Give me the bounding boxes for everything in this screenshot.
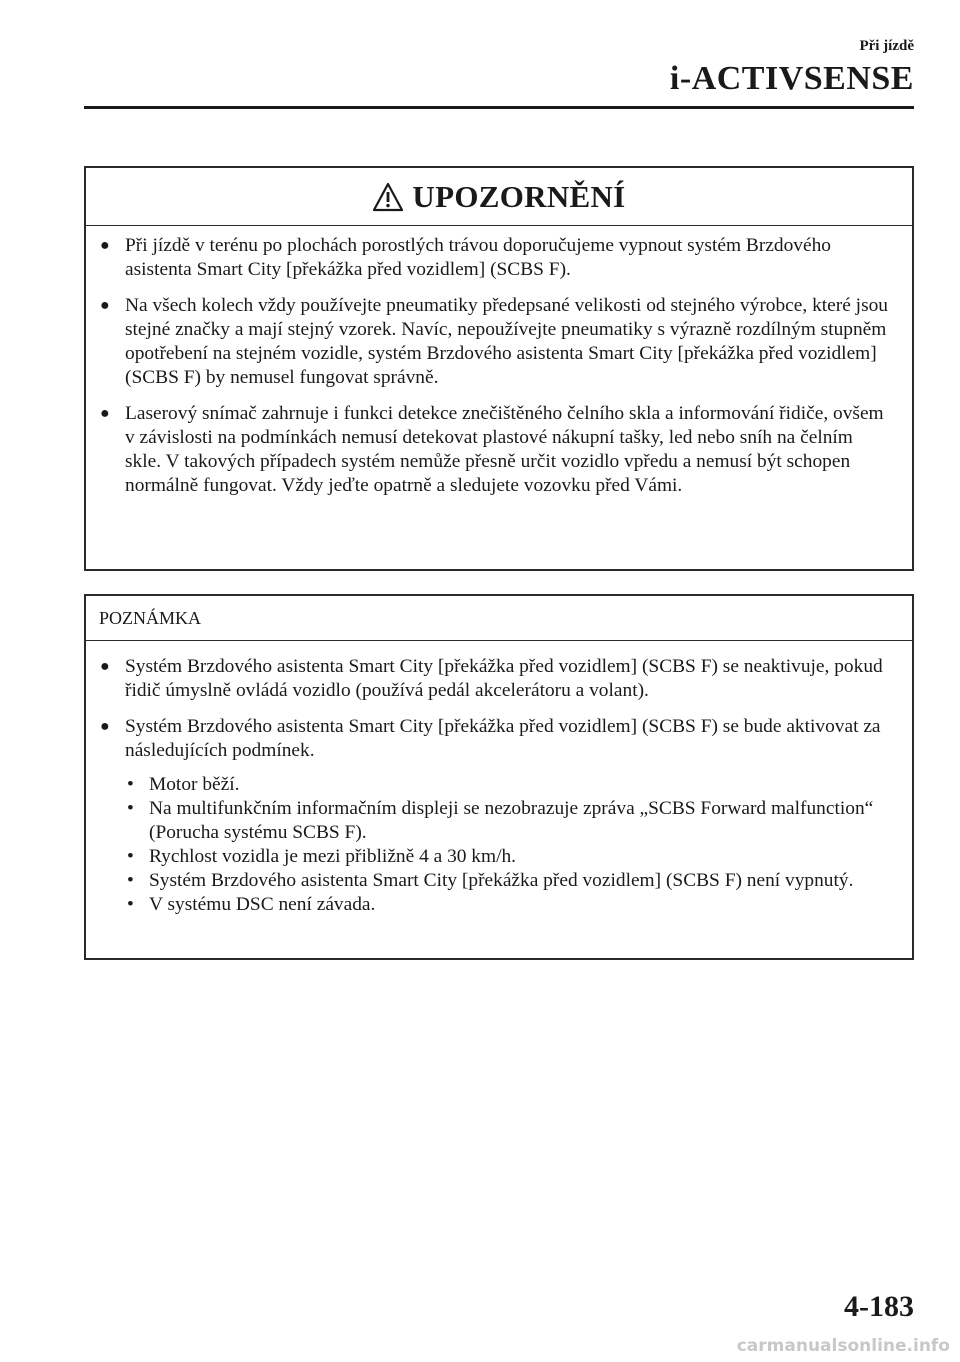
condition-item <box>125 869 892 893</box>
warning-item <box>98 294 892 390</box>
header-divider <box>84 106 914 109</box>
warning-box <box>84 166 914 571</box>
warning-item <box>98 234 892 282</box>
watermark: carmanualsonline.info <box>736 1336 950 1356</box>
condition-list <box>98 773 892 917</box>
warning-item-text: Na všech kolech vždy používejte pneumatiky předepsané velikosti od stejného výrobce, které jsou stejné značky a mají stejný vzorek. Navíc, nepoužívejte pneumatiky s výrazně rozdílným stupněm opotřebení na stejném vozidle, systém Brzdového asistenta Smart City [překážka před vozidlem] (SCBS F) by nemusel fungovat správně. <box>125 295 889 388</box>
note-body <box>86 641 912 917</box>
section-heading: Při jízdě <box>859 38 914 54</box>
note-item-text: Systém Brzdového asistenta Smart City [překážka před vozidlem] (SCBS F) se bude aktivovat za následujících podmínek. <box>125 716 881 761</box>
bullet-icon: ● <box>100 405 110 422</box>
small-bullet-icon: • <box>127 798 134 819</box>
note-item <box>98 715 892 763</box>
warning-triangle-icon <box>372 182 404 212</box>
small-bullet-icon: • <box>127 870 134 891</box>
condition-text: V systému DSC není závada. <box>149 894 376 915</box>
condition-item <box>125 797 892 845</box>
warning-title: UPOZORNĚNÍ <box>412 178 626 214</box>
bullet-icon: ● <box>100 297 110 314</box>
condition-text: Na multifunkčním informačním displeji se nezobrazuje zpráva „SCBS Forward malfunction“ (Porucha systému SCBS F). <box>149 798 874 843</box>
warning-item <box>98 402 892 498</box>
small-bullet-icon: • <box>127 846 134 867</box>
condition-item <box>125 773 892 797</box>
bullet-icon: ● <box>100 237 110 254</box>
condition-text: Systém Brzdového asistenta Smart City [překážka před vozidlem] (SCBS F) není vypnutý. <box>149 870 854 891</box>
small-bullet-icon: • <box>127 894 134 915</box>
note-item-text: Systém Brzdového asistenta Smart City [překážka před vozidlem] (SCBS F) se neaktivuje, pokud řidič úmyslně ovládá vozidlo (používá pedál akcelerátoru a volant). <box>125 656 883 701</box>
warning-header <box>86 168 912 226</box>
warning-item-text: Při jízdě v terénu po plochách porostlých trávou doporučujeme vypnout systém Brzdového asistenta Smart City [překážka před vozidlem] (SCBS F). <box>125 235 831 280</box>
bullet-icon: ● <box>100 658 110 675</box>
note-title: POZNÁMKA <box>99 607 202 628</box>
warning-item-text: Laserový snímač zahrnuje i funkci detekce znečištěného čelního skla a informování řidiče, ovšem v závislosti na podmínkách nemusí detekovat plastové nákupní tašky, led nebo sníh na čelním skle. V takových případech systém nemůže přesně určit vozidlo vpředu a nemusí být schopen normálně fungovat. Vždy jeďte opatrně a sledujete vozovku před Vámi. <box>125 403 884 496</box>
note-item <box>98 655 892 703</box>
note-header <box>86 596 912 641</box>
condition-text: Rychlost vozidla je mezi přibližně 4 a 30 km/h. <box>149 846 517 867</box>
condition-item <box>125 893 892 917</box>
bullet-icon: ● <box>100 718 110 735</box>
page-title: i-ACTIVSENSE <box>669 60 914 97</box>
small-bullet-icon: • <box>127 774 134 795</box>
condition-text: Motor běží. <box>149 774 240 795</box>
page-number: 4-183 <box>844 1290 914 1323</box>
note-box <box>84 594 914 960</box>
condition-item <box>125 845 892 869</box>
warning-body <box>86 226 912 498</box>
